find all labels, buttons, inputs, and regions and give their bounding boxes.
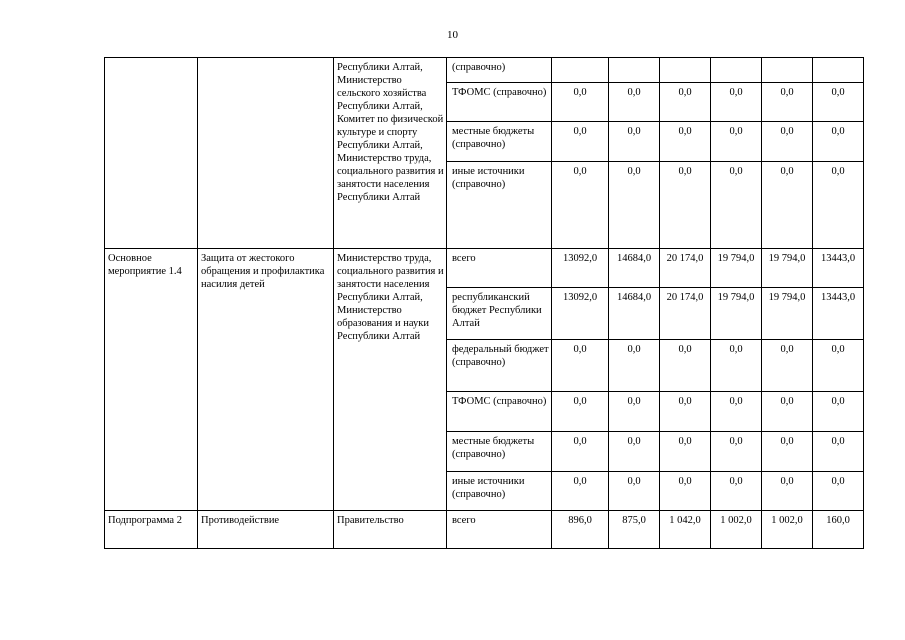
value-cell: 0,0 [762,392,813,432]
value-cell: 1 042,0 [660,511,711,549]
value-cell: 0,0 [660,472,711,511]
value-cell: 0,0 [552,472,609,511]
value-cell [552,58,609,83]
source-cell: иные источники (справочно) [447,472,552,511]
value-cell [660,58,711,83]
value-cell: 1 002,0 [762,511,813,549]
value-cell: 0,0 [762,83,813,122]
code-cell [105,58,198,249]
value-cell: 0,0 [660,162,711,249]
value-cell: 875,0 [609,511,660,549]
source-cell: иные источники (справочно) [447,162,552,249]
value-cell: 0,0 [813,432,864,472]
value-cell [711,58,762,83]
value-cell: 0,0 [711,340,762,392]
value-cell: 19 794,0 [711,249,762,288]
value-cell: 0,0 [711,432,762,472]
value-cell: 0,0 [609,432,660,472]
budget-table [104,57,864,549]
value-cell: 19 794,0 [711,288,762,340]
executor-cell: Министерство труда, социального развития и занятости населения Республики Алтай, Министерство образования и науки Республики Алтай [334,249,447,511]
name-cell: Противодействие [198,511,334,549]
value-cell: 0,0 [552,432,609,472]
table-row [105,511,864,549]
value-cell: 19 794,0 [762,249,813,288]
value-cell: 0,0 [609,162,660,249]
value-cell: 0,0 [609,472,660,511]
value-cell: 0,0 [711,472,762,511]
value-cell [762,58,813,83]
table-row [105,58,864,83]
table-row [105,249,864,288]
source-cell: ТФОМС (справочно) [447,392,552,432]
value-cell: 0,0 [660,83,711,122]
value-cell: 0,0 [762,472,813,511]
value-cell: 0,0 [552,162,609,249]
value-cell: 0,0 [813,83,864,122]
value-cell: 13092,0 [552,249,609,288]
value-cell: 14684,0 [609,288,660,340]
value-cell: 0,0 [552,340,609,392]
value-cell: 0,0 [762,122,813,162]
value-cell: 0,0 [660,432,711,472]
value-cell: 0,0 [660,392,711,432]
value-cell: 0,0 [609,122,660,162]
value-cell: 0,0 [762,432,813,472]
source-cell: ТФОМС (справочно) [447,83,552,122]
value-cell: 0,0 [609,392,660,432]
value-cell: 160,0 [813,511,864,549]
code-cell: Подпрограмма 2 [105,511,198,549]
value-cell: 20 174,0 [660,249,711,288]
code-cell: Основное мероприятие 1.4 [105,249,198,511]
value-cell: 0,0 [762,340,813,392]
source-cell: федеральный бюджет (справочно) [447,340,552,392]
source-cell: местные бюджеты (справочно) [447,122,552,162]
value-cell: 13443,0 [813,249,864,288]
value-cell: 0,0 [660,122,711,162]
value-cell: 0,0 [552,392,609,432]
value-cell: 896,0 [552,511,609,549]
source-cell: местные бюджеты (справочно) [447,432,552,472]
value-cell: 0,0 [711,122,762,162]
value-cell: 0,0 [660,340,711,392]
value-cell: 0,0 [609,340,660,392]
source-cell: всего [447,511,552,549]
value-cell: 13092,0 [552,288,609,340]
name-cell: Защита от жестокого обращения и профилактика насилия детей [198,249,334,511]
executor-cell: Республики Алтай, Министерство сельского хозяйства Республики Алтай, Комитет по физической культуре и спорту Республики Алтай, Министерство труда, социального развития и занятости населения Республики Алтай [334,58,447,249]
value-cell: 13443,0 [813,288,864,340]
value-cell [813,58,864,83]
source-cell: всего [447,249,552,288]
value-cell: 0,0 [552,122,609,162]
name-cell [198,58,334,249]
value-cell: 0,0 [711,392,762,432]
value-cell: 0,0 [609,83,660,122]
value-cell: 0,0 [813,340,864,392]
value-cell: 0,0 [711,83,762,122]
source-cell: (справочно) [447,58,552,83]
page-number: 10 [447,29,458,41]
value-cell: 19 794,0 [762,288,813,340]
value-cell: 20 174,0 [660,288,711,340]
executor-cell: Правительство [334,511,447,549]
value-cell: 0,0 [552,83,609,122]
value-cell: 1 002,0 [711,511,762,549]
value-cell: 0,0 [762,162,813,249]
value-cell: 0,0 [813,122,864,162]
source-cell: республиканский бюджет Республики Алтай [447,288,552,340]
value-cell [609,58,660,83]
value-cell: 0,0 [711,162,762,249]
value-cell: 14684,0 [609,249,660,288]
value-cell: 0,0 [813,392,864,432]
value-cell: 0,0 [813,162,864,249]
value-cell: 0,0 [813,472,864,511]
